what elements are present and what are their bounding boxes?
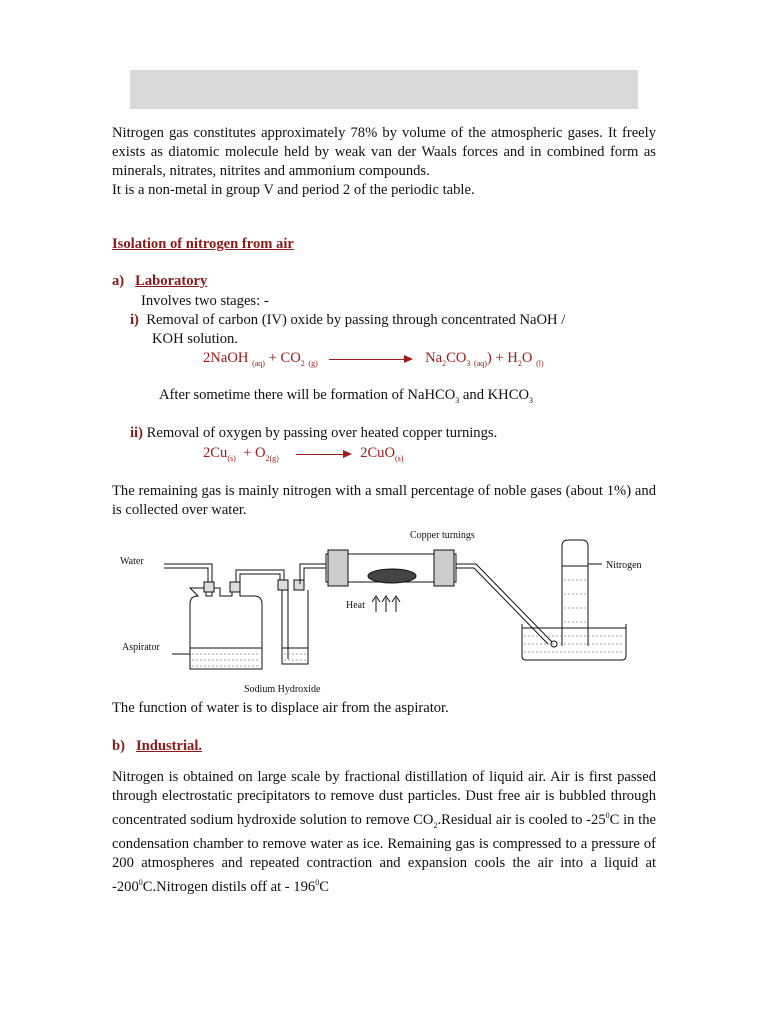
copper-turnings-icon <box>368 569 416 583</box>
water-inlet-tube-inner <box>164 568 208 582</box>
naoh-wash-tube <box>282 590 308 664</box>
tube-clamp <box>434 550 454 586</box>
lab-heading: Laboratory <box>135 273 208 289</box>
remaining-gas-paragraph: The remaining gas is mainly nitrogen with a small percentage of noble gases (about 1%) and is collected over water. <box>112 483 656 518</box>
equation-copper: $2Cu_{(s)} + O_{2(g)}$ 2CuO$_{(s)}$ <box>203 445 404 463</box>
bottle-stopper <box>204 582 214 592</box>
heat-arrow-icon <box>392 596 400 612</box>
industrial-paragraph: Nitrogen is obtained on large scale by fractional distillation of liquid air. Air is first passed through electrostatic precipitators to remove dust particles. Dust free air is bubbled through concentrated sodium hydroxide solution to remove $CO_2.Residual$ air is cooled to $-25^0C$ in the condensation chamber to remove water as ice. Remaining gas is compressed to a pressure of 200 atmospheres and repeated contraction and expansion cools the air into a liquid at $-200^0C.Nitrogen$ distils off at - $196^0C$ <box>112 769 656 895</box>
industrial-heading: Industrial. <box>135 738 203 754</box>
water-inlet-tube <box>164 564 212 582</box>
step1-line1: i) Removal of carbon (IV) oxide by passing through concentrated NaOH / <box>130 312 566 328</box>
label-nitrogen: Nitrogen <box>606 560 642 571</box>
delivery-tube <box>456 564 552 642</box>
delivery-tube-inner <box>456 568 548 644</box>
lab-stages: Involves two stages: - <box>141 293 269 309</box>
heat-arrow-icon <box>372 596 380 612</box>
water-trough <box>522 624 626 660</box>
gas-jar <box>562 540 588 646</box>
apparatus-diagram <box>112 524 656 696</box>
bicarbonate-note: After sometime there will be formation of NaHCO$_3$ and $KHCO_3$ <box>159 387 533 405</box>
tube-clamp <box>328 550 348 586</box>
lab-marker: a) <box>112 273 125 289</box>
isolation-heading: Isolation of nitrogen from air <box>112 236 294 252</box>
wash-stopper <box>294 580 304 590</box>
equation-naoh: 2NaOH $_{(aq)} + CO_2$ $_{(g)}$ $Na_2CO_3$ $_{(aq)}) + H_2O$ $_{(l)}$ <box>203 350 544 368</box>
reaction-arrow <box>329 354 413 364</box>
connecting-tube <box>236 570 284 584</box>
reaction-arrow <box>296 449 352 459</box>
label-copper-turnings: Copper turnings <box>410 530 475 541</box>
label-sodium-hydroxide: Sodium Hydroxide <box>244 684 321 695</box>
label-water: Water <box>120 556 144 567</box>
function-of-water: The function of water is to displace air from the aspirator. <box>112 700 449 716</box>
connecting-tube-inner <box>240 574 280 584</box>
aspirator-bottle <box>190 588 262 669</box>
heat-arrow-icon <box>382 596 390 612</box>
step2-line: ii) Removal of oxygen by passing over heated copper turnings. <box>130 425 498 441</box>
label-heat: Heat <box>346 600 365 611</box>
bottle-stopper <box>230 582 240 592</box>
step2-marker: ii) <box>130 425 143 441</box>
step1-marker: i) <box>130 312 139 328</box>
step1-line2: KOH solution. <box>152 331 238 347</box>
industrial-marker: b) <box>112 738 125 754</box>
intro-paragraph: Nitrogen gas constitutes approximately 78% by volume of the atmospheric gases. It freely exists as diatomic molecule held by weak van der Waals forces and in combined form as minerals, nitrates, nitrites and ammonium compounds. It is a non-metal in group V and period 2 of the periodic table. <box>112 125 656 198</box>
outlet-tube-inner <box>304 568 326 584</box>
industrial-heading-row <box>112 737 202 756</box>
label-aspirator: Aspirator <box>122 642 160 653</box>
wash-stopper <box>278 580 288 590</box>
lab-heading-row <box>112 272 207 291</box>
title-banner <box>130 70 638 109</box>
